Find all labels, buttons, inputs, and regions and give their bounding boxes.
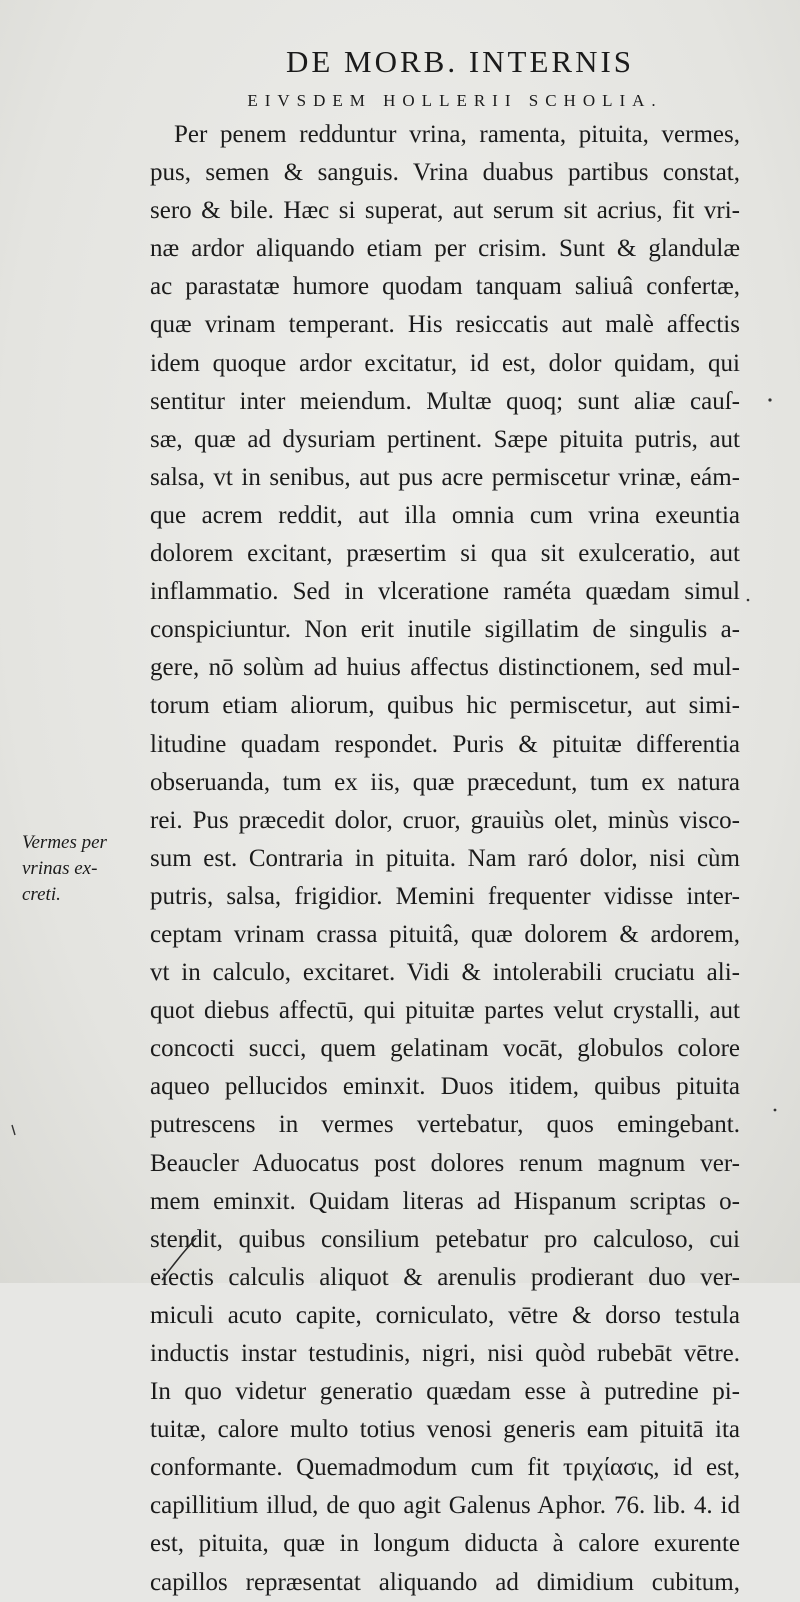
section-heading: EIVSDEM HOLLERII SCHOLIA. [247, 91, 663, 110]
text-line: capillitium illud, de quo agit Galenus Aphor. 76. lib. 4. id [150, 1492, 740, 1520]
text-line: obseruanda, tum ex iis, quæ præcedunt, tum ex natura [150, 768, 740, 796]
text-line: est, pituita, quæ in longum diducta à calore exurente [150, 1530, 740, 1558]
text-line: concocti succi, quem gelatinam vocāt, globulos colore [150, 1035, 740, 1063]
margin-note-line: creti. [22, 884, 61, 905]
text-line: sum est. Contraria in pituita. Nam raró dolor, nisi cùm [150, 844, 740, 872]
text-line: stendit, quibus consilium petebatur pro calculoso, cui [150, 1225, 740, 1253]
text-line: eiectis calculis aliquot & arenulis prodierant duo ver- [150, 1263, 740, 1291]
text-line: putrescens in vermes vertebatur, quos emingebant. [150, 1111, 740, 1139]
text-line: quot diebus affectū, qui pituitæ partes velut crystalli, aut [150, 997, 740, 1025]
margin-note-line: vrinas ex- [22, 858, 98, 879]
text-line: torum etiam aliorum, quibus hic permiscetur, aut simi- [150, 692, 740, 720]
text-line: sentitur inter meiendum. Multæ quoq; sunt aliæ cauſ- [150, 387, 740, 415]
text-line: gere, nō solùm ad huius affectus distinctionem, sed mul- [150, 654, 740, 682]
text-line: mem eminxit. Quidam literas ad Hispanum scriptas o- [150, 1187, 740, 1215]
text-line: vt in calculo, excitaret. Vidi & intolerabili cruciatu ali- [150, 959, 740, 987]
text-line: tuitæ, calore multo totius venosi generis eam pituitā ita [150, 1416, 740, 1444]
text-line: salsa, vt in senibus, aut pus acre permiscetur vrinæ, eám- [150, 463, 740, 491]
text-line: idem quoque ardor excitatur, id est, dolor quidam, qui [150, 349, 740, 377]
text-line: inductis instar testudinis, nigri, nisi quòd rubebāt vētre. [150, 1340, 740, 1367]
text-line: In quo videtur generatio quædam esse à putredine pi- [150, 1378, 740, 1406]
ink-dot [774, 1109, 777, 1112]
text-line: sæ, quæ ad dysuriam pertinent. Sæpe pituita putris, aut [150, 425, 740, 453]
text-line: conspiciuntur. Non erit inutile sigillatim de singulis a- [150, 616, 740, 644]
ink-dot [747, 599, 750, 602]
body-text [150, 116, 740, 1602]
text-line: quæ vrinam temperant. His resiccatis aut malè affectis [150, 311, 740, 339]
text-line: Beaucler Aduocatus post dolores renum magnum ver- [150, 1149, 740, 1177]
text-line: aqueo pellucidos eminxit. Duos itidem, quibus pituita [150, 1073, 740, 1101]
text-line: inflammatio. Sed in vlceratione raméta quædam simul [150, 578, 740, 606]
text-line: litudine quadam respondet. Puris & pituitæ differentia [150, 730, 740, 758]
text-line: miculi acuto capite, corniculato, vētre & dorso testula [150, 1301, 740, 1329]
margin-note-line: Vermes per [22, 832, 107, 853]
text-line: rei. Pus præcedit dolor, cruor, grauiùs olet, minùs visco- [150, 806, 740, 834]
text-line: dolorem excitant, præsertim si qua sit exulceratio, aut [150, 540, 740, 568]
text-line: næ ardor aliquando etiam per crisim. Sunt & glandulæ [150, 235, 740, 263]
running-header: DE MORB. INTERNIS [285, 44, 635, 79]
ink-dot [768, 398, 771, 401]
text-line: pus, semen & sanguis. Vrina duabus partibus constat, [150, 159, 740, 187]
text-line: que acrem reddit, aut illa omnia cum vrina exeuntia [150, 501, 740, 529]
text-line: sero & bile. Hæc si superat, aut serum sit acrius, fit vri- [150, 197, 740, 225]
text-line: conformante. Quemadmodum cum fit τριχίασις, id est, [150, 1454, 740, 1482]
text-line: putris, salsa, frigidior. Memini frequenter vidisse inter- [150, 882, 740, 910]
margin-note [22, 830, 147, 908]
text-line: ac parastatæ humore quodam tanquam saliuâ confertæ, [150, 273, 740, 301]
text-line: ceptam vrinam crassa pituitâ, quæ dolorem & ardorem, [150, 920, 740, 948]
text-line: Per penem redduntur vrina, ramenta, pituita, vermes, [174, 121, 740, 148]
text-line: capillos repræsentat aliquando ad dimidium cubitum, [150, 1568, 740, 1596]
ink-mark [12, 1125, 15, 1135]
